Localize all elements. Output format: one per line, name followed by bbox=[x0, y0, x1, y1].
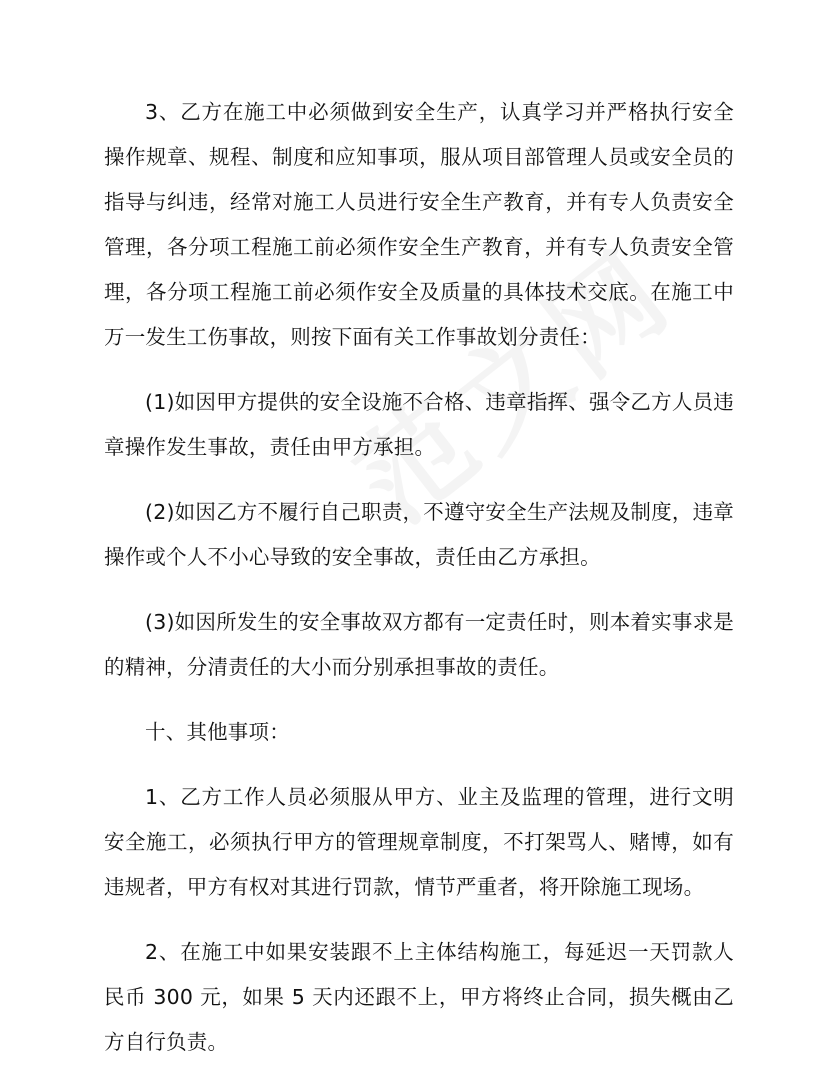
paragraph-other-2: 2、在施工中如果安装跟不上主体结构施工，每延迟一天罚款人民币 300 元，如果 5 天内还跟不上，甲方将终止合同，损失概由乙方自行负责。 bbox=[104, 940, 734, 1054]
document-body bbox=[104, 90, 734, 1085]
paragraph-other-1: 1、乙方工作人员必须服从甲方、业主及监理的管理，进行文明安全施工，必须执行甲方的管理规章制度，不打架骂人、赌博，如有违规者，甲方有权对其进行罚款，情节严重者，将开除施工现场。 bbox=[104, 785, 734, 899]
section-heading-other-matters: 十、其他事项： bbox=[145, 720, 290, 744]
paragraph-clause-3: (3)如因所发生的安全事故双方都有一定责任时，则本着实事求是的精神，分清责任的大小而分别承担事故的责任。 bbox=[104, 610, 734, 679]
paragraph-clause-2: (2)如因乙方不履行自己职责，不遵守安全生产法规及制度，违章操作或个人不小心导致的安全事故，责任由乙方承担。 bbox=[104, 500, 734, 569]
paragraph-safety-production: 3、乙方在施工中必须做到安全生产，认真学习并严格执行安全操作规章、规程、制度和应知事项，服从项目部管理人员或安全员的指导与纠违，经常对施工人员进行安全生产教育，并有专人负责安全管理，各分项工程施工前必须作安全生产教育，并有专人负责安全管理，各分项工程施工前必须作安全及质量的具体技术交底。在施工中万一发生工伤事故，则按下面有关工作事故划分责任： bbox=[104, 100, 734, 349]
paragraph-clause-1: (1)如因甲方提供的安全设施不合格、违章指挥、强令乙方人员违章操作发生事故，责任由甲方承担。 bbox=[104, 390, 734, 459]
